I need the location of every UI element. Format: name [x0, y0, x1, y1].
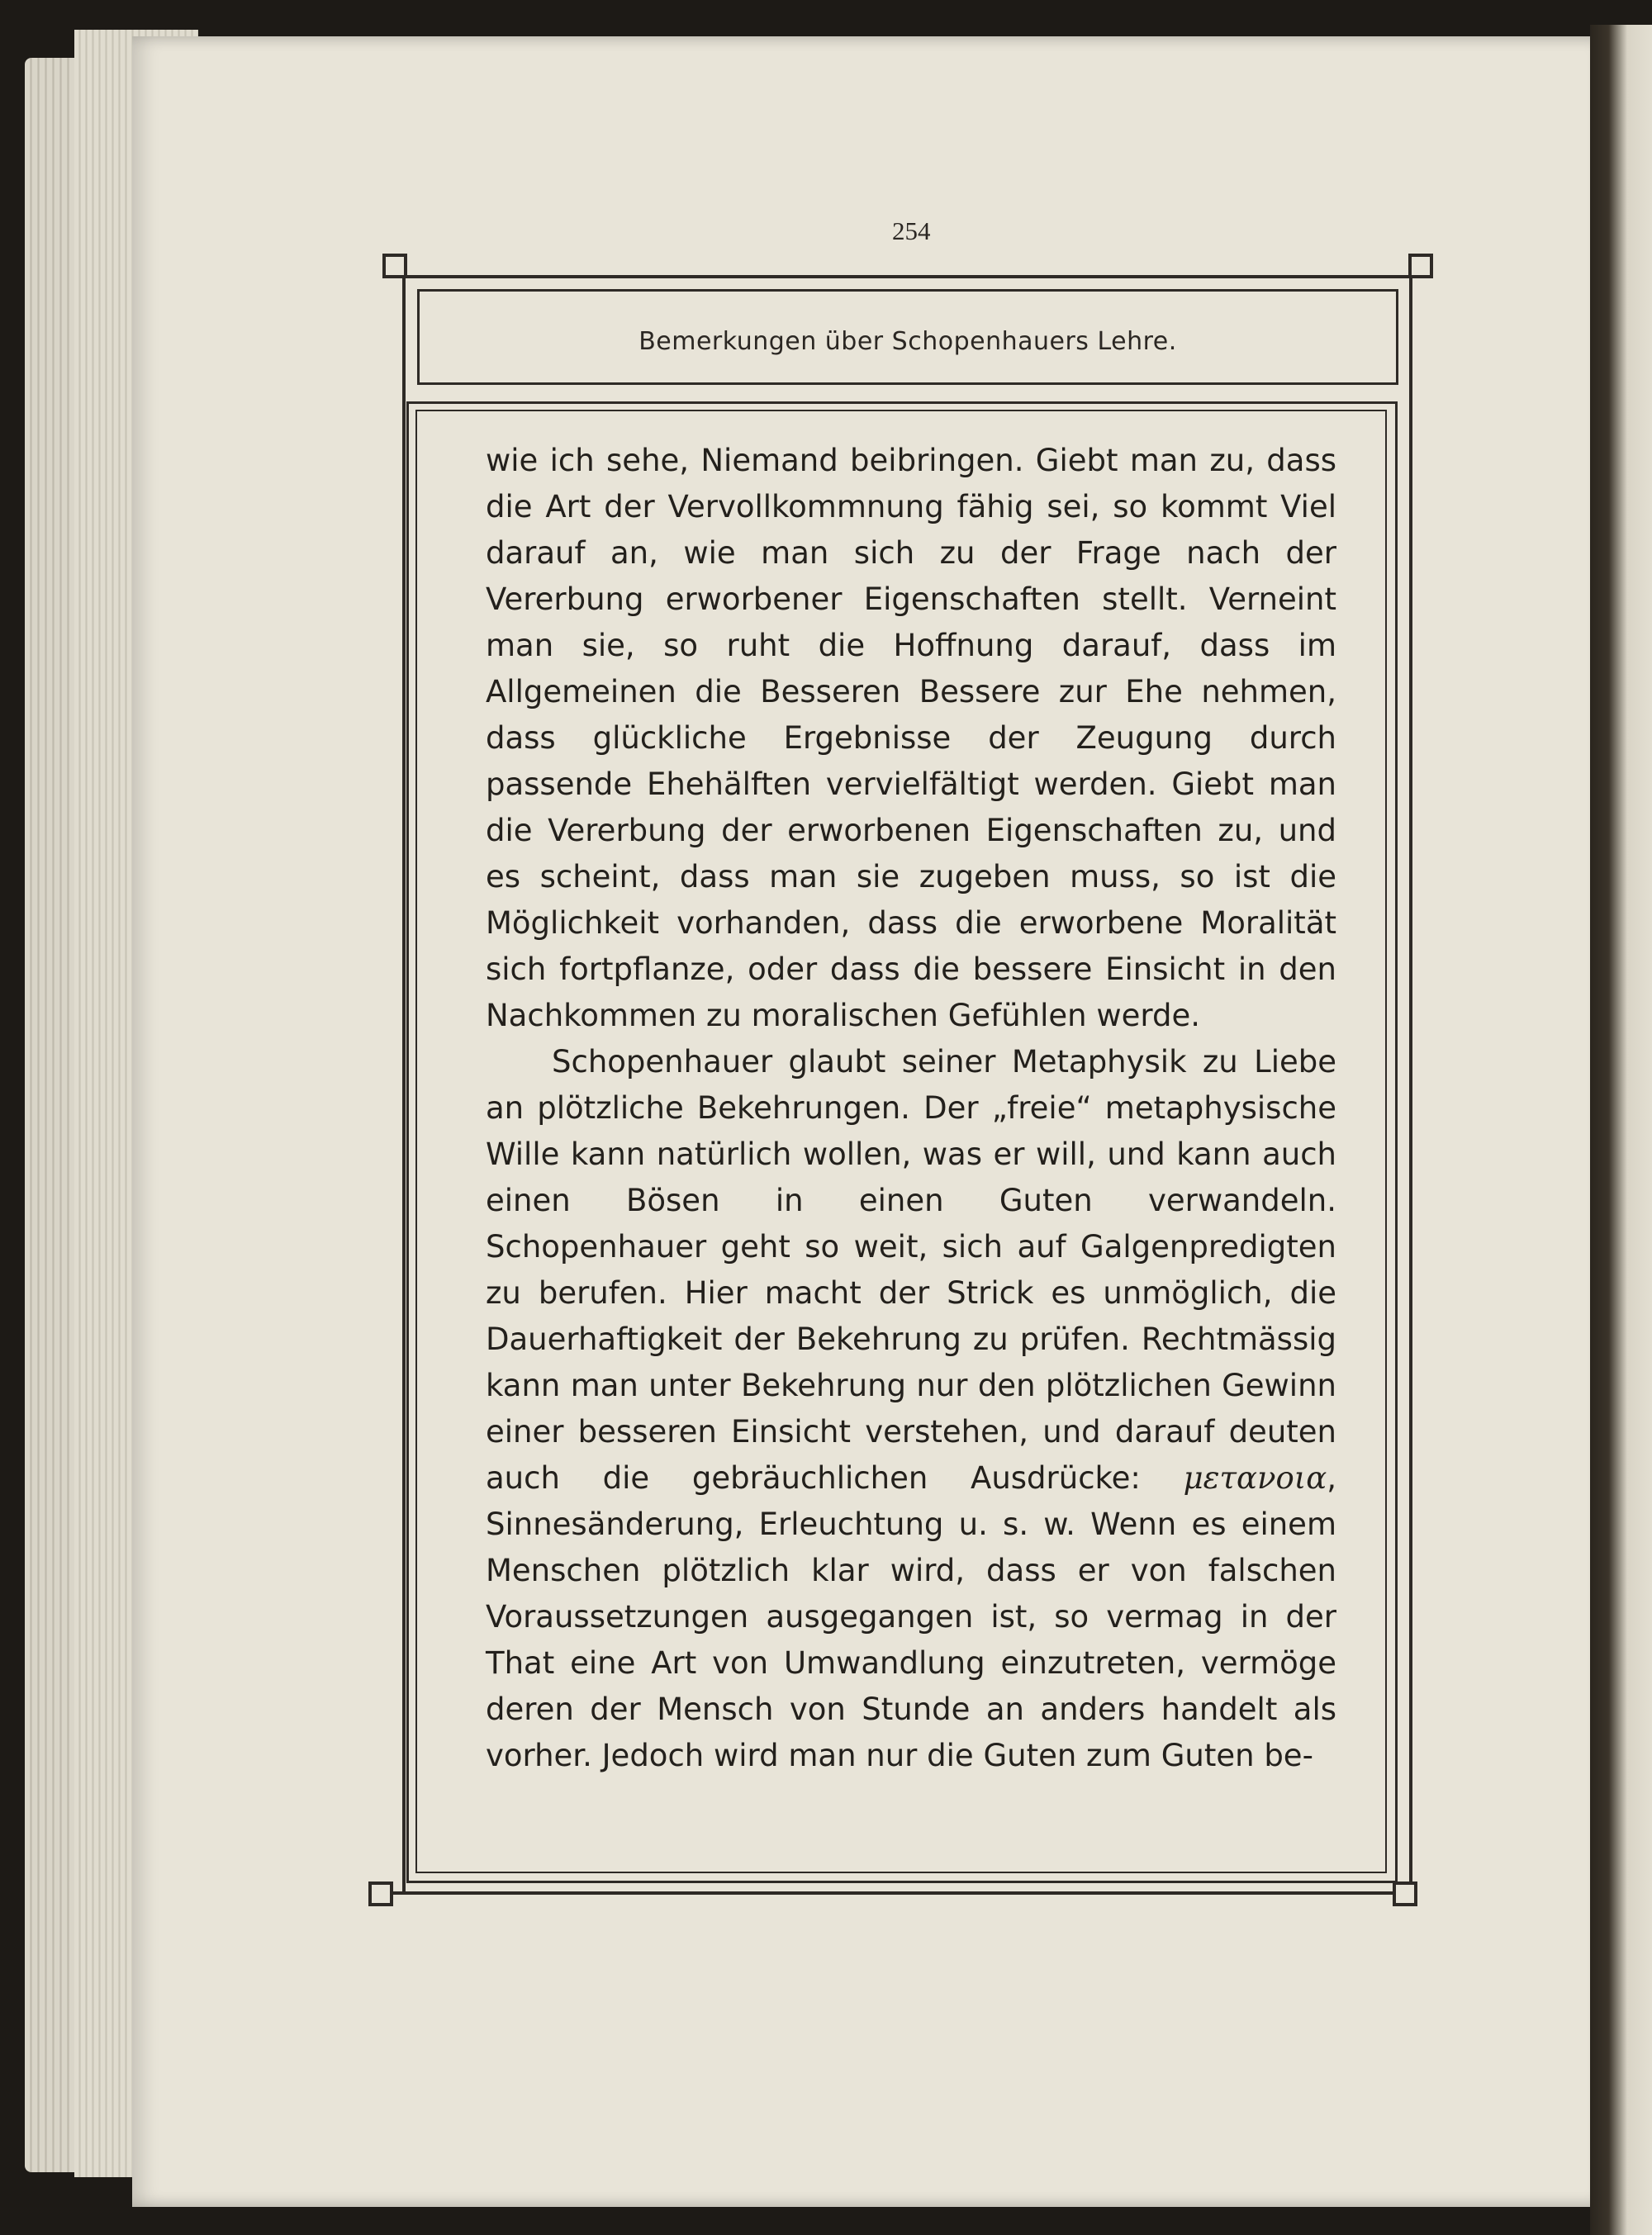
- book-gutter: [1590, 25, 1652, 2235]
- frame-right-line: [1409, 264, 1412, 1883]
- paragraph-1: wie ich sehe, Niemand beibringen. Giebt man zu, dass die Art der Vervollkommnung fähig sei, so kommt Viel darauf an, wie man sich zu der Frage nach der Vererbung erworbener Eigenschaften stellt. Verneint man sie, so ruht die Hoffnung darauf, dass im Allgemeinen die Besseren Bessere zur Ehe nehmen, dass glückliche Ergebnisse der Zeugung durch passende Ehehälften vervielfältigt werden. Giebt man die Vererbung der erworbenen Eigenschaften zu, und es scheint, dass man sie zugeben muss, so ist die Möglichkeit vorhanden, dass die erworbene Moralität sich fortpflanze, oder dass die bessere Einsicht in den Nachkommen zu moralischen Gefühlen werde.: [486, 443, 1336, 1033]
- frame-top-line: [406, 275, 1424, 278]
- page-number: 254: [892, 216, 931, 245]
- greek-word: μετανοια: [1183, 1460, 1327, 1496]
- frame-corner-top-right: [1408, 254, 1433, 278]
- paragraph-2-part-2: , Sinnesänderung, Erleuchtung u. s. w. Wenn es einem Menschen plötzlich klar wird, dass er von falschen Voraussetzungen ausgegangen ist, so vermag in der That eine Art von Umwandlung einzutreten, vermöge deren der Mensch von Stunde an anders handelt als vorher. Jedoch wird man nur die Guten zum Guten be-: [486, 1460, 1336, 1773]
- frame-corner-top-left: [382, 254, 407, 278]
- paragraph-2-part-1: Schopenhauer glaubt seiner Metaphysik zu Liebe an plötzliche Bekehrungen. Der „freie“ metaphysische Wille kann natürlich wollen, was er will, und kann auch einen Bösen in einen Guten verwandeln. Schopenhauer geht so weit, sich auf Galgenpredigten zu berufen. Hier macht der Strick es unmöglich, die Dauerhaftigkeit der Bekehrung zu prüfen. Rechtmässig kann man unter Bekehrung nur den plötzlichen Gewinn einer besseren Einsicht verstehen, und darauf deuten auch die gebräuchlichen Ausdrücke:: [486, 1044, 1336, 1496]
- frame-corner-bottom-left: [368, 1881, 393, 1906]
- body-text: [486, 438, 1336, 1779]
- running-head: Bemerkungen über Schopenhauers Lehre.: [638, 327, 1177, 356]
- paragraph-2: [486, 1039, 1336, 1779]
- frame-left-line: [402, 275, 406, 1894]
- frame-corner-bottom-right: [1393, 1881, 1417, 1906]
- frame-bottom-line: [380, 1891, 1398, 1895]
